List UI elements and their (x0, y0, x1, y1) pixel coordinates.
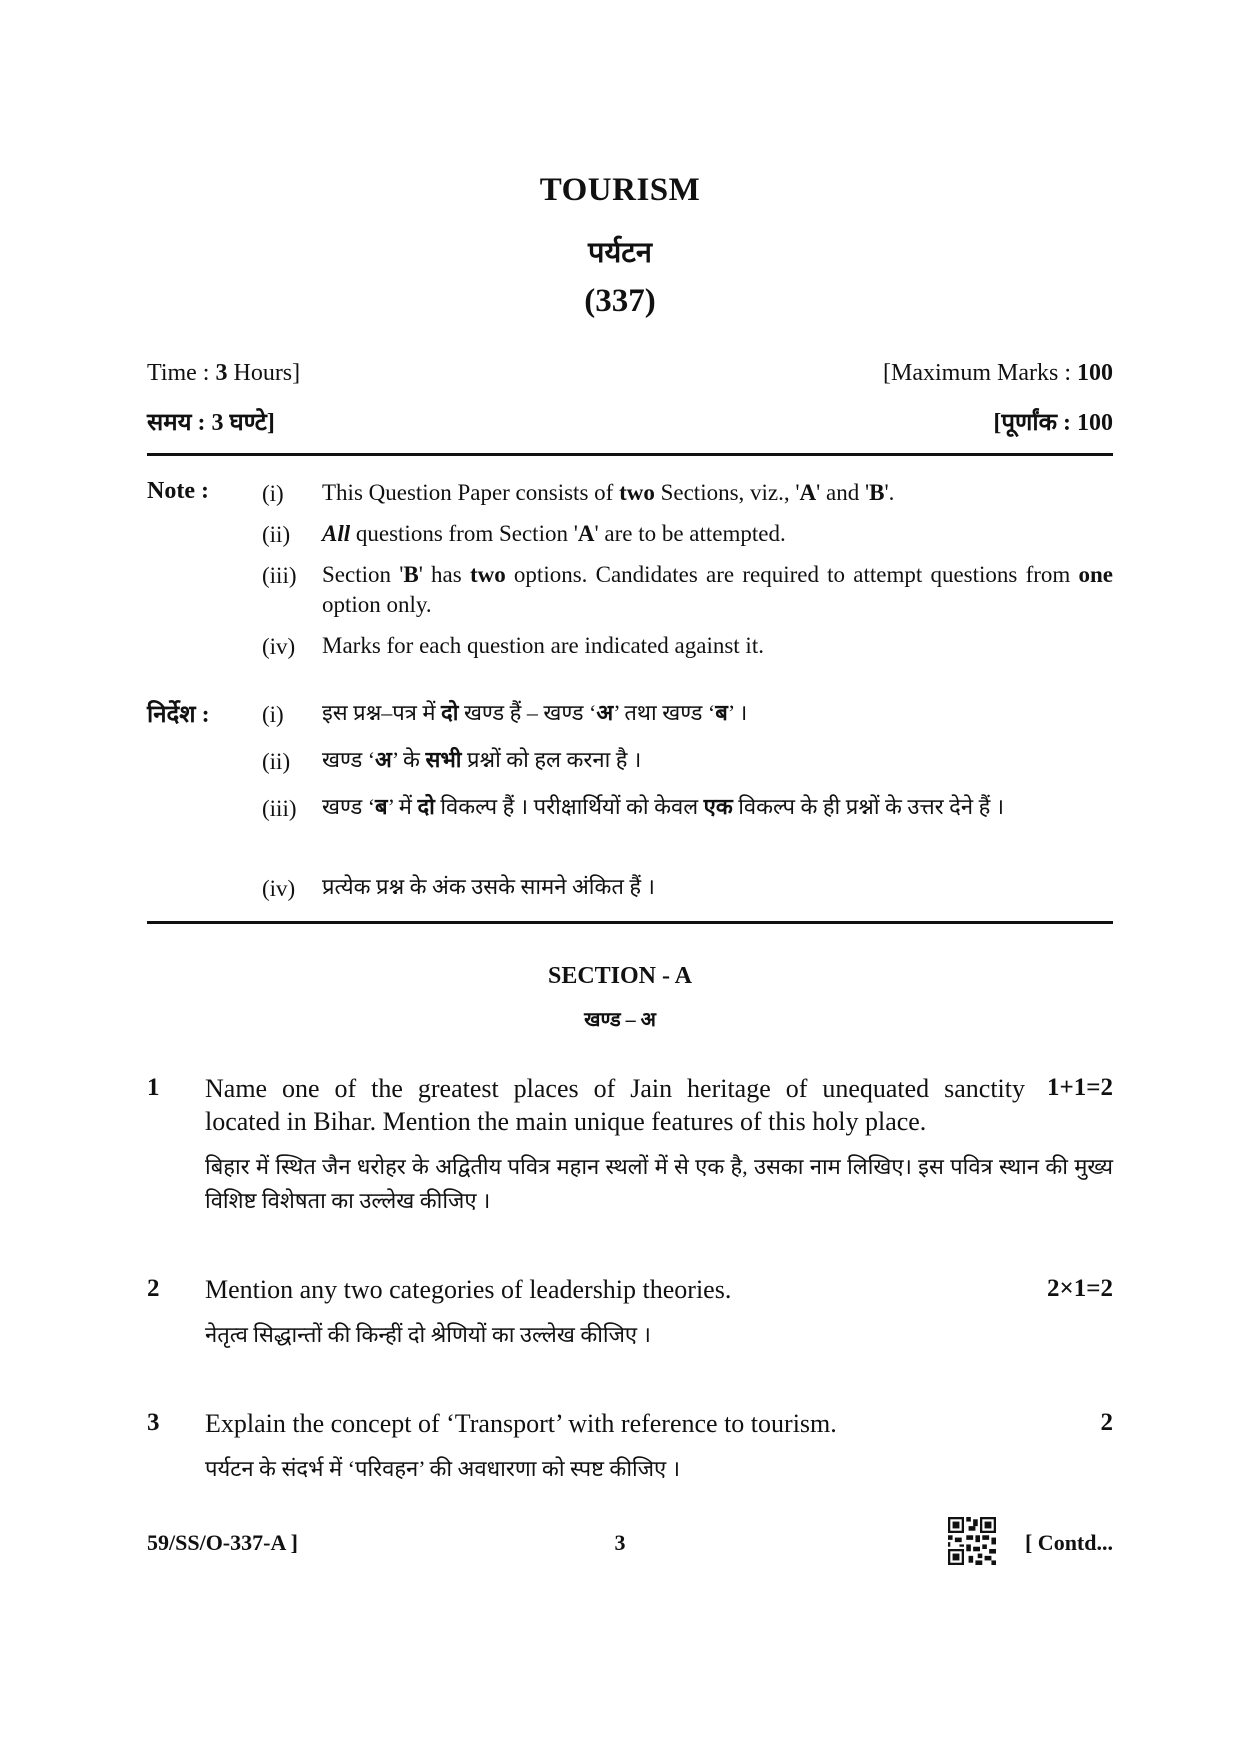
note-item-text-hindi: खण्ड ‘ब’ में दो विकल्प हैं । परीक्षार्थियों को केवल एक विकल्प के ही प्रश्नों के उत्तर देने हैं । (322, 794, 1005, 819)
question-marks: 2 (1100, 1409, 1113, 1436)
max-marks-info-hindi: [पूर्णांक : 100 (993, 410, 1113, 436)
question-text: located in Bihar. Mention the main unique features of this holy place. (205, 1107, 927, 1136)
paper-code: 59/SS/O-337-A ] (147, 1530, 298, 1555)
question-marks: 1+1=2 (1047, 1074, 1113, 1101)
question-text: Mention any two categories of leadership theories. (205, 1275, 732, 1304)
page-number: 3 (614, 1530, 626, 1555)
note-item-number: (i) (262, 702, 284, 727)
max-marks-info: [Maximum Marks : 100 (883, 360, 1113, 386)
note-item-text-hindi: खण्ड ‘अ’ के सभी प्रश्नों को हल करना है । (322, 747, 642, 772)
note-item-number: (iv) (262, 876, 296, 901)
note-item-text-hindi: इस प्रश्न–पत्र में दो खण्ड हैं – खण्ड ‘अ’ तथा खण्ड ‘ब’ । (322, 700, 748, 725)
continued-label: [ Contd... (1024, 1530, 1113, 1555)
paper-title-hindi: पर्यटन (587, 237, 652, 269)
note-item-number: (ii) (262, 749, 291, 774)
note-label: Note : (147, 478, 209, 504)
note-item-text-hindi: प्रत्येक प्रश्न के अंक उसके सामने अंकित हैं । (322, 874, 655, 899)
question-marks: 2×1=2 (1047, 1275, 1113, 1302)
question-number: 1 (147, 1074, 160, 1101)
question-text-hindi: बिहार में स्थित जैन धरोहर के अद्वितीय पवित्र महान स्थलों में से एक है, उसका नाम लिखिए। इस पवित्र स्थान की मुख्य विशिष्ट विशेषता का उल्लेख कीजिए । (205, 1154, 1113, 1213)
section-title: SECTION - A (547, 963, 693, 989)
question-text-hindi: नेतृत्व सिद्धान्तों की किन्हीं दो श्रेणियों का उल्लेख कीजिए । (205, 1322, 651, 1347)
time-info-hindi: समय : 3 घण्टे] (147, 410, 275, 436)
note-item-number: (ii) (262, 522, 291, 547)
time-info: Time : 3 Hours] (147, 360, 301, 386)
note-item-number: (iii) (262, 563, 297, 588)
question-number: 3 (147, 1409, 160, 1436)
note-item-number: (i) (262, 481, 284, 506)
section-title-hindi: खण्ड – अ (584, 1009, 656, 1031)
note-item-text: All questions from Section 'A' are to be attempted. (322, 521, 786, 546)
notes-divider (147, 921, 1113, 924)
question-text: Name one of the greatest places of Jain heritage of unequated sanctity (205, 1074, 1025, 1103)
note-item-text: Marks for each question are indicated against it. (322, 633, 764, 658)
question-number: 2 (147, 1275, 160, 1302)
note-item-number: (iv) (262, 634, 296, 659)
note-item-number: (iii) (262, 796, 297, 821)
qr-code-icon (948, 1517, 996, 1565)
note-item-text: Section 'B' has two options. Candidates are required to attempt questions from one option only. (322, 562, 1113, 617)
paper-title: TOURISM (539, 172, 701, 208)
question-text-hindi: पर्यटन के संदर्भ में ‘परिवहन’ की अवधारणा को स्पष्ट कीजिए । (205, 1456, 681, 1481)
note-label-hindi: निर्देश : (147, 702, 210, 728)
note-item-text: This Question Paper consists of two Sections, viz., 'A' and 'B'. (322, 480, 895, 505)
header-divider (147, 453, 1113, 456)
question-text: Explain the concept of ‘Transport’ with reference to tourism. (205, 1409, 837, 1438)
subject-code: (337) (584, 283, 656, 319)
